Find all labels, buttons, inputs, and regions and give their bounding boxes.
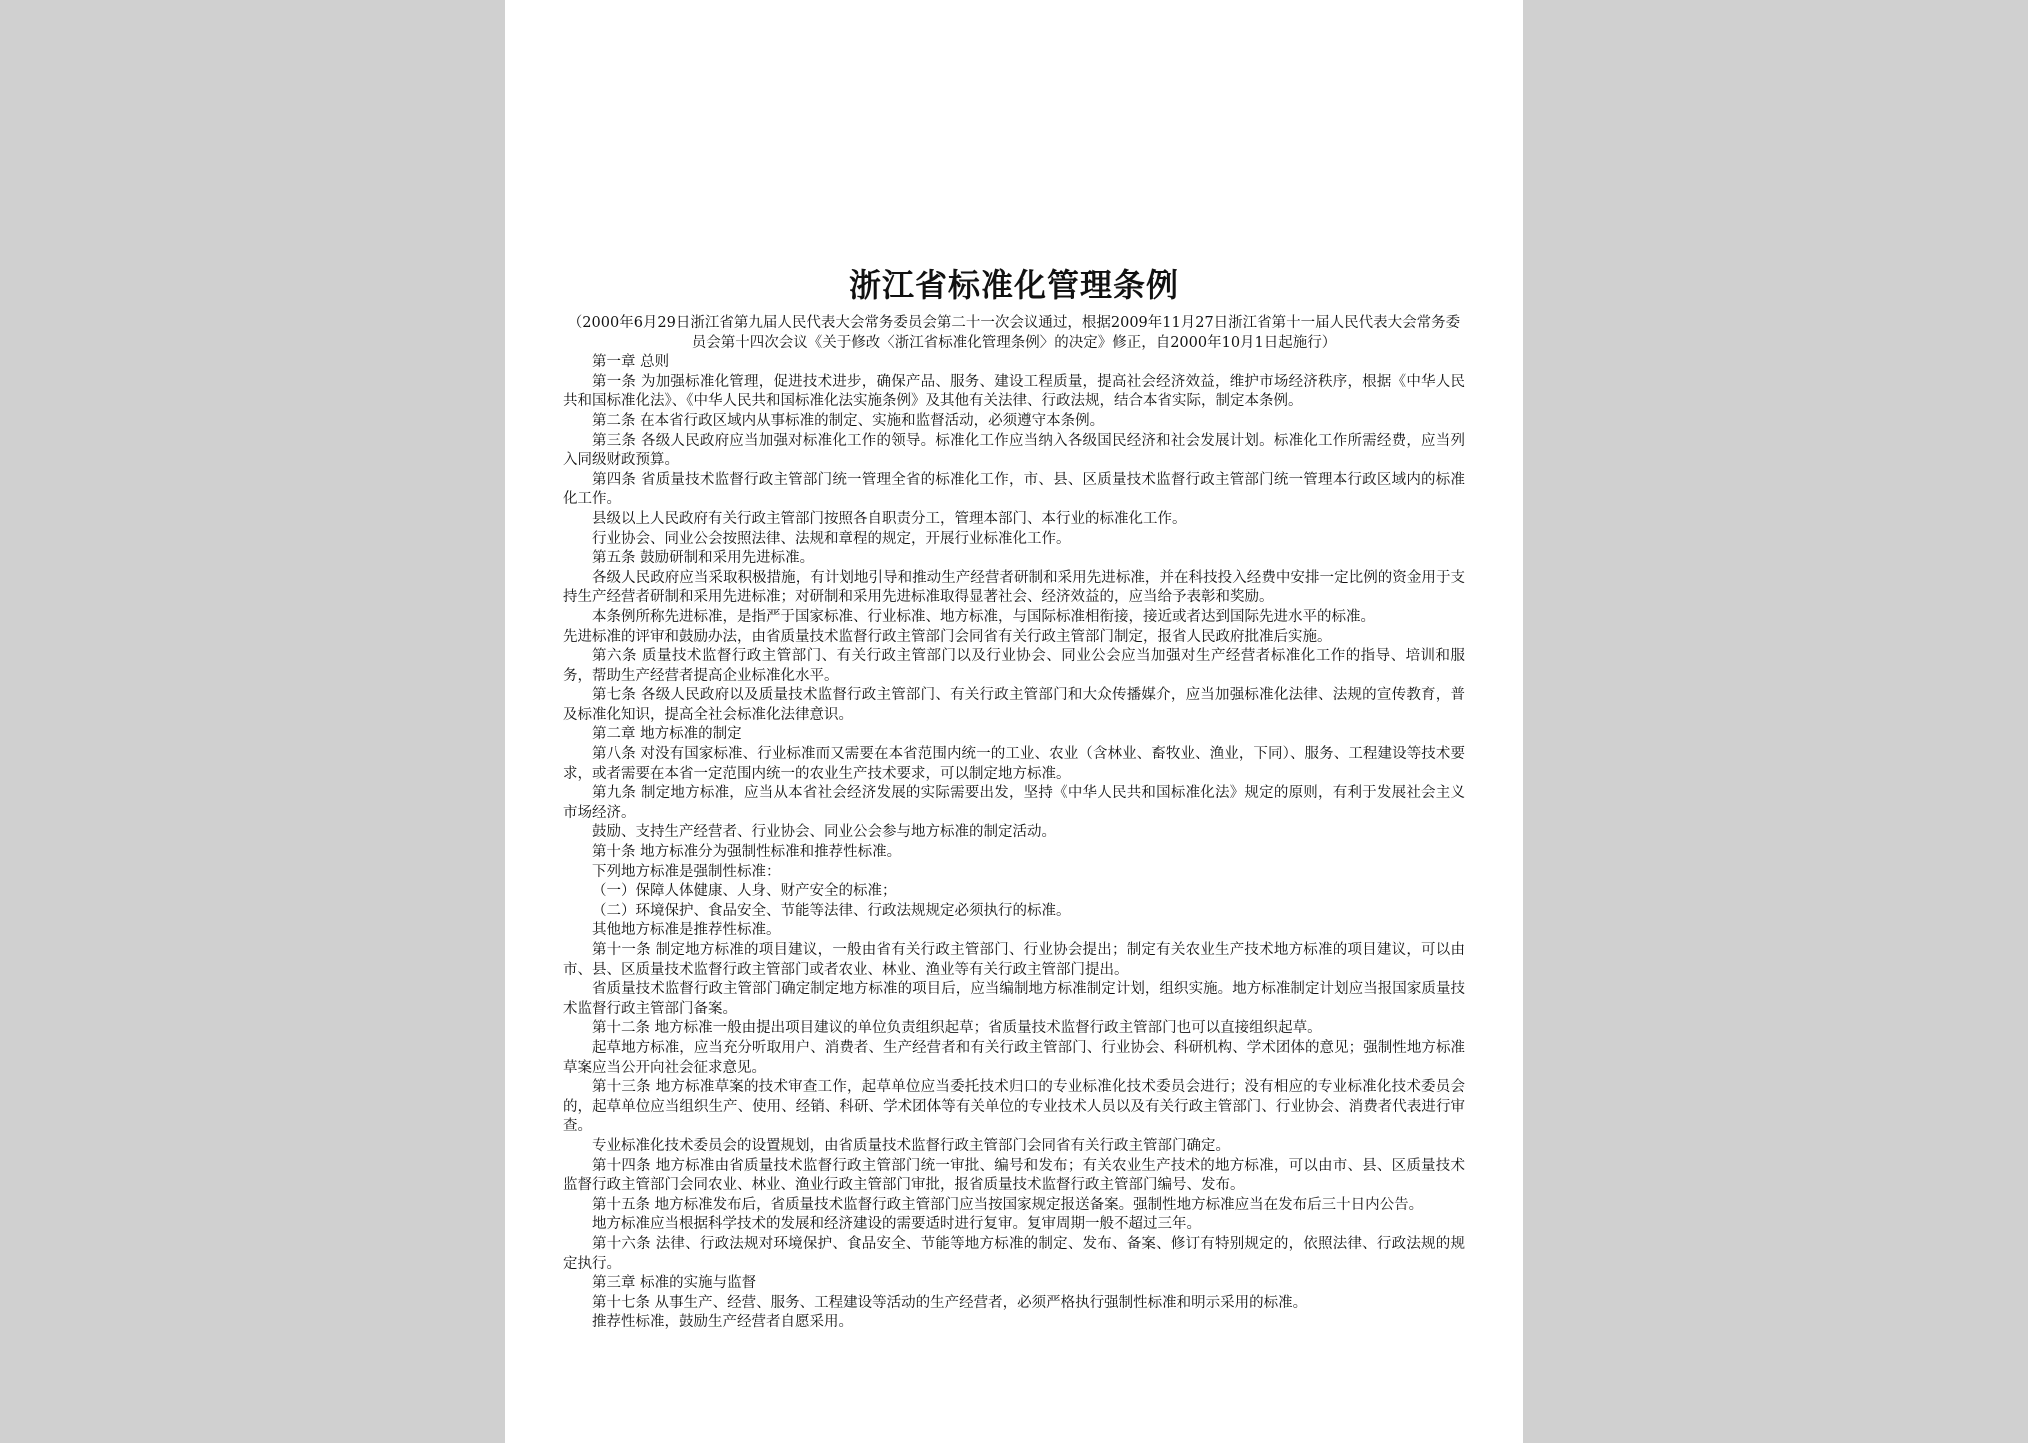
list-item: （二）环境保护、食品安全、节能等法律、行政法规规定必须执行的标准。 <box>592 902 1071 919</box>
article-paragraph: 起草地方标准，应当充分听取用户、消费者、生产经营者和有关行政主管部门、行业协会、科研机构、学术团体的意见；强制性地方标准草案应当公开向社会征求意见。 <box>563 1039 1465 1076</box>
article-paragraph: 第二条 在本省行政区域内从事标准的制定、实施和监督活动，必须遵守本条例。 <box>592 412 1105 429</box>
article-paragraph: 第十五条 地方标准发布后，省质量技术监督行政主管部门应当按国家规定报送备案。强制性地方标准应当在发布后三十日内公告。 <box>592 1196 1424 1213</box>
document-body <box>563 353 1465 1333</box>
article-paragraph: 鼓励、支持生产经营者、行业协会、同业公会参与地方标准的制定活动。 <box>592 824 1056 841</box>
article-paragraph: 推荐性标准，鼓励生产经营者自愿采用。 <box>592 1314 853 1331</box>
article-paragraph: 第六条 质量技术监督行政主管部门、有关行政主管部门以及行业协会、同业公会应当加强对生产经营者标准化工作的指导、培训和服务，帮助生产经营者提高企业标准化水平。 <box>563 648 1465 684</box>
chapter-heading: 第一章 总则 <box>592 354 670 371</box>
article-paragraph: 第三条 各级人民政府应当加强对标准化工作的领导。标准化工作应当纳入各级国民经济和社会发展计划。标准化工作所需经费，应当列入同级财政预算。 <box>563 432 1465 469</box>
article-paragraph: 第十条 地方标准分为强制性标准和推荐性标准。 <box>592 844 902 861</box>
article-paragraph: 行业协会、同业公会按照法律、法规和章程的规定，开展行业标准化工作。 <box>592 530 1071 547</box>
article-paragraph: 专业标准化技术委员会的设置规划，由省质量技术监督行政主管部门会同省有关行政主管部门确定。 <box>592 1137 1230 1154</box>
article-paragraph: 第一条 为加强标准化管理，促进技术进步，确保产品、服务、建设工程质量，提高社会经济效益，维护市场经济秩序，根据《中华人民共和国标准化法》、《中华人民共和国标准化法实施条例》及其他有关法律、行政法规，结合本省实际，制定本条例。 <box>563 373 1465 410</box>
chapter-heading: 第二章 地方标准的制定 <box>592 726 742 743</box>
article-paragraph: 下列地方标准是强制性标准： <box>592 863 781 880</box>
article-paragraph: 本条例所称先进标准，是指严于国家标准、行业标准、地方标准，与国际标准相衔接，接近或者达到国际先进水平的标准。 <box>592 608 1375 625</box>
article-paragraph: 县级以上人民政府有关行政主管部门按照各自职责分工，管理本部门、本行业的标准化工作。 <box>592 510 1187 527</box>
article-paragraph: 其他地方标准是推荐性标准。 <box>592 922 781 939</box>
article-paragraph: 第十一条 制定地方标准的项目建议，一般由省有关行政主管部门、行业协会提出；制定有关农业生产技术地方标准的项目建议，可以由市、县、区质量技术监督行政主管部门或者农业、林业、渔业等有关行政主管部门提出。 <box>563 942 1465 978</box>
document-subtitle: （2000年6月29日浙江省第九届人民代表大会常务委员会第二十一次会议通过，根据2009年11月27日浙江省第十一届人民代表大会常务委员会第十四次会议《关于修改〈浙江省标准化管理条例〉的决定》修正，自2000年10月1日起施行） <box>567 315 1461 351</box>
document-title: 浙江省标准化管理条例 <box>848 266 1179 304</box>
article-paragraph: 第十二条 地方标准一般由提出项目建议的单位负责组织起草；省质量技术监督行政主管部门也可以直接组织起草。 <box>592 1020 1322 1037</box>
article-paragraph: 第十四条 地方标准由省质量技术监督行政主管部门统一审批、编号和发布；有关农业生产技术的地方标准，可以由市、县、区质量技术监督行政主管部门会同农业、林业、渔业行政主管部门审批，报省质量技术监督行政主管部门编号、发布。 <box>563 1157 1465 1194</box>
article-paragraph: 第四条 省质量技术监督行政主管部门统一管理全省的标准化工作，市、县、区质量技术监督行政主管部门统一管理本行政区域内的标准化工作。 <box>563 471 1465 508</box>
article-paragraph: 地方标准应当根据科学技术的发展和经济建设的需要适时进行复审。复审周期一般不超过三年。 <box>592 1216 1201 1233</box>
article-paragraph: 第八条 对没有国家标准、行业标准而又需要在本省范围内统一的工业、农业（含林业、畜牧业、渔业，下同）、服务、工程建设等技术要求，或者需要在本省一定范围内统一的农业生产技术要求，可以制定地方标准。 <box>563 746 1465 782</box>
article-paragraph: 各级人民政府应当采取积极措施，有计划地引导和推动生产经营者研制和采用先进标准，并在科技投入经费中安排一定比例的资金用于支持生产经营者研制和采用先进标准；对研制和采用先进标准取得显著社会、经济效益的，应当给予表彰和奖励。 <box>563 569 1465 606</box>
article-paragraph: 第十七条 从事生产、经营、服务、工程建设等活动的生产经营者，必须严格执行强制性标准和明示采用的标准。 <box>592 1294 1308 1311</box>
article-paragraph: 先进标准的评审和鼓励办法，由省质量技术监督行政主管部门会同省有关行政主管部门制定，报省人民政府批准后实施。 <box>563 628 1332 645</box>
document-page <box>505 0 1523 1443</box>
article-paragraph: 第七条 各级人民政府以及质量技术监督行政主管部门、有关行政主管部门和大众传播媒介，应当加强标准化法律、法规的宣传教育，普及标准化知识，提高全社会标准化法律意识。 <box>563 687 1465 723</box>
article-paragraph: 第五条 鼓励研制和采用先进标准。 <box>592 550 815 567</box>
article-paragraph: 第十三条 地方标准草案的技术审查工作，起草单位应当委托技术归口的专业标准化技术委员会进行；没有相应的专业标准化技术委员会的，起草单位应当组织生产、使用、经销、科研、学术团体等有关单位的专业技术人员以及有关行政主管部门、行业协会、消费者代表进行审查。 <box>563 1079 1465 1135</box>
chapter-heading: 第三章 标准的实施与监督 <box>592 1275 757 1292</box>
list-item: （一）保障人体健康、人身、财产安全的标准； <box>592 883 897 900</box>
article-paragraph: 第十六条 法律、行政法规对环境保护、食品安全、节能等地方标准的制定、发布、备案、修订有特别规定的，依照法律、行政法规的规定执行。 <box>563 1235 1465 1272</box>
article-paragraph: 省质量技术监督行政主管部门确定制定地方标准的项目后，应当编制地方标准制定计划，组织实施。地方标准制定计划应当报国家质量技术监督行政主管部门备案。 <box>563 981 1465 1017</box>
article-paragraph: 第九条 制定地方标准，应当从本省社会经济发展的实际需要出发，坚持《中华人民共和国标准化法》规定的原则，有利于发展社会主义市场经济。 <box>563 785 1465 821</box>
